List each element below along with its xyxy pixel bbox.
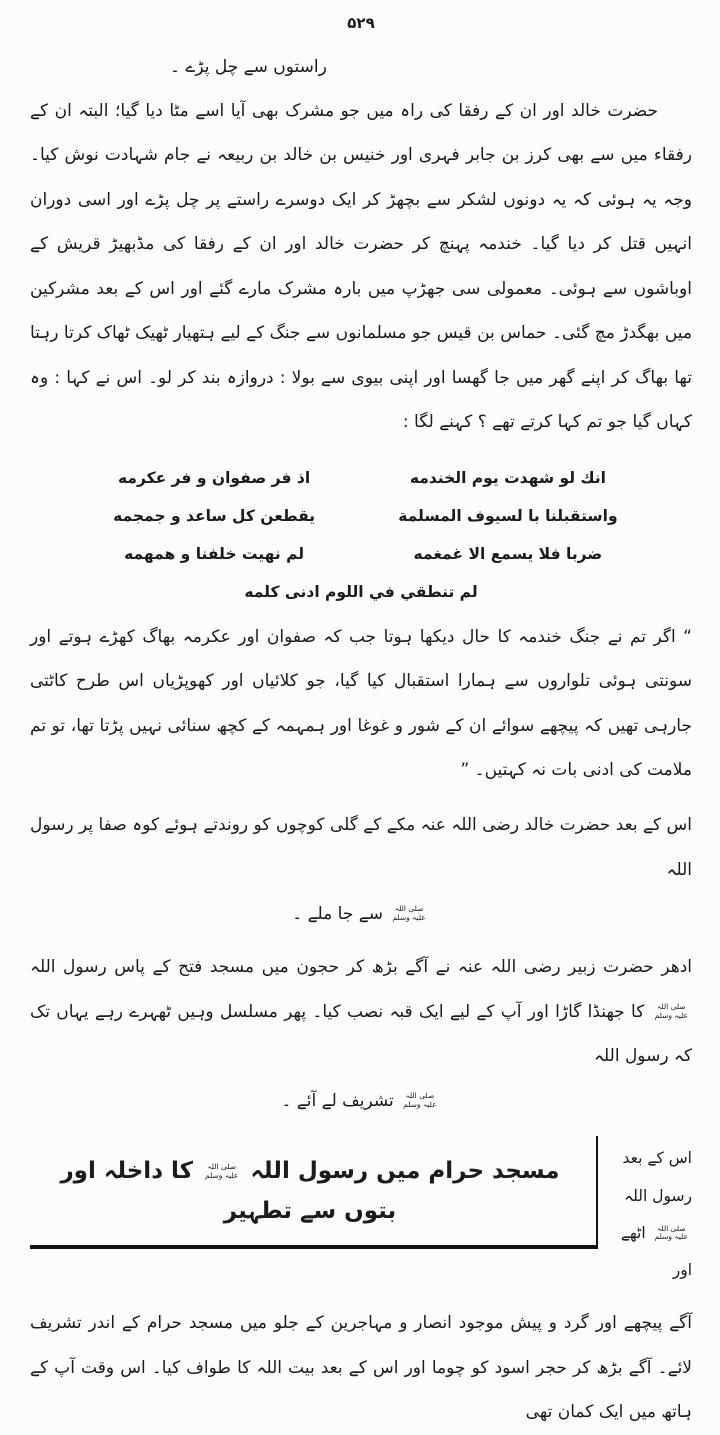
arabic-poem — [79, 469, 644, 601]
hemistich-first: واستقبلنا با لسيوف المسلمة — [398, 506, 618, 525]
paragraph-poem-translation: “ اگر تم نے جنگ خندمہ کا حال دیکھا ہوتا جب کہ صفوان اور عکرمہ بھاگ کھڑے ہوتے اور سونتی ہوئی تلواروں سے ہمارا استقبال کیا گیا، جو کلائیاں اور کھوپڑیاں اس طرح کاٹتی جارہی تھیں کہ پیچھے سوائے ان کے شور و غوغا اور ہمہمہ کے کچھ سنائی نہیں پڑتا تھا، تو تم ملامت کی ادنی بات نہ کہتیں۔ ” — [30, 626, 692, 781]
poem-couplet — [79, 469, 644, 487]
paragraph-zubair-flag — [30, 945, 692, 1079]
heading-text-part2: کا داخلہ اور بتوں سے تطہیر — [60, 1158, 397, 1224]
zubair-text-part1: ادھر حضرت زبیر رضی اللہ عنہ نے آگے بڑھ کر حجون میں مسجد فتح کے پاس رسول اللہ — [30, 957, 692, 978]
seal-line-text: سے جا ملے ۔ — [292, 904, 383, 925]
hemistich-first: انك لو شهدت يوم الخندمه — [409, 468, 606, 487]
hemistich-second: اذ فر صفوان و فر عكرمه — [118, 468, 311, 487]
heading-text-part1: مسجد حرام میں رسول اللہ — [250, 1158, 560, 1185]
poem-couplet — [79, 507, 644, 525]
prophet-seal-icon: صلی اللہ علیہ وسلم — [403, 1091, 437, 1110]
zubair-text-part2: کا جھنڈا گاڑا اور آپ کے لیے ایک قبہ نصب کیا۔ پھر مسلسل وہیں ٹھہرے رہے یہاں تک کہ رسول اللہ — [30, 1001, 692, 1067]
paragraph-khandama-battle: حضرت خالد اور ان کے رفقا کی راہ میں جو مشرک بھی آیا اسے مٹا دیا گیا؛ البتہ ان کے رفقاء میں سے بھی کرز بن جابر فہری اور خنیس بن خالد بن ربیعہ نے جام شہادت نوش کیا۔ وجہ یہ ہوئی کہ یہ دونوں لشکر سے بچھڑ کر ایک دوسرے راستے پر چل پڑے اور اسی دوران انہیں قتل کر دیا گیا۔ خندمہ پہنچ کر حضرت خالد اور ان کے رفقا کی مڈبھیڑ قریش کے اوباشوں سے ہوئی۔ معمولی سی جھڑپ میں بارہ مشرک مارے گئے اور اس کے بعد مشرکین میں بھگدڑ مچ گئی۔ حماس بن قیس جو مسلمانوں سے جنگ کے لیے ہتھیار ٹھیک ٹھاک کرتا رہتا تھا بھاگ کر اپنے گھر میں جا گھسا اور اپنی بیوی سے بولا : دروازہ بند کر لو۔ اس نے کہا : وہ کہاں گیا جو تم کہا کرتے تھے ؟ کہنے لگا : — [30, 100, 692, 433]
seal-continuation-line — [30, 1083, 692, 1120]
hemistich-second: يقطعن كل ساعد و جمجمه — [113, 506, 316, 525]
paragraph-khalid-safa: اس کے بعد حضرت خالد رضی اللہ عنہ مکے کے گلی کوچوں کو روندتے ہوئے کوہ صفا پر رسول اللہ — [30, 814, 692, 880]
side-text-part1: اس کے بعد رسول اللہ — [622, 1149, 692, 1205]
side-text-part2: اٹھے اور — [620, 1223, 692, 1279]
section-heading — [34, 1152, 586, 1230]
paragraph-tawaf: آگے پیچھے اور گرد و پیش موجود انصار و مہاجرین کے جلو میں مسجد حرام کے اندر تشریف لائے۔ آگے بڑھ کر حجر اسود کو چوما اور اس کے بعد بیت اللہ کا طواف کیا۔ اس وقت آپ کے ہاتھ میں ایک کمان تھی — [30, 1313, 692, 1423]
section-heading-block — [30, 1136, 692, 1289]
poem-couplet — [79, 545, 644, 563]
poem-closing-line: لم تنطقي في اللوم ادنى كلمه — [244, 582, 478, 601]
seal-line-text: تشریف لے آئے ۔ — [281, 1091, 394, 1112]
page-number: ۵۲۹ — [347, 14, 375, 32]
seal-continuation-line — [30, 896, 692, 933]
prophet-seal-icon: صلی اللہ علیہ وسلم — [654, 1223, 688, 1242]
hemistich-second: لم نهيت خلفنا و همهمه — [124, 544, 305, 563]
hemistich-first: ضربا فلا يسمع الا غمغمه — [413, 544, 603, 563]
prophet-seal-icon: صلی اللہ علیہ وسلم — [654, 1002, 688, 1020]
prophet-seal-icon: صلی اللہ علیہ وسلم — [205, 1162, 239, 1180]
opening-line: راستوں سے چل پڑے ۔ — [170, 57, 327, 77]
prophet-seal-icon: صلی اللہ علیہ وسلم — [392, 904, 426, 923]
section-heading-box — [30, 1136, 598, 1248]
